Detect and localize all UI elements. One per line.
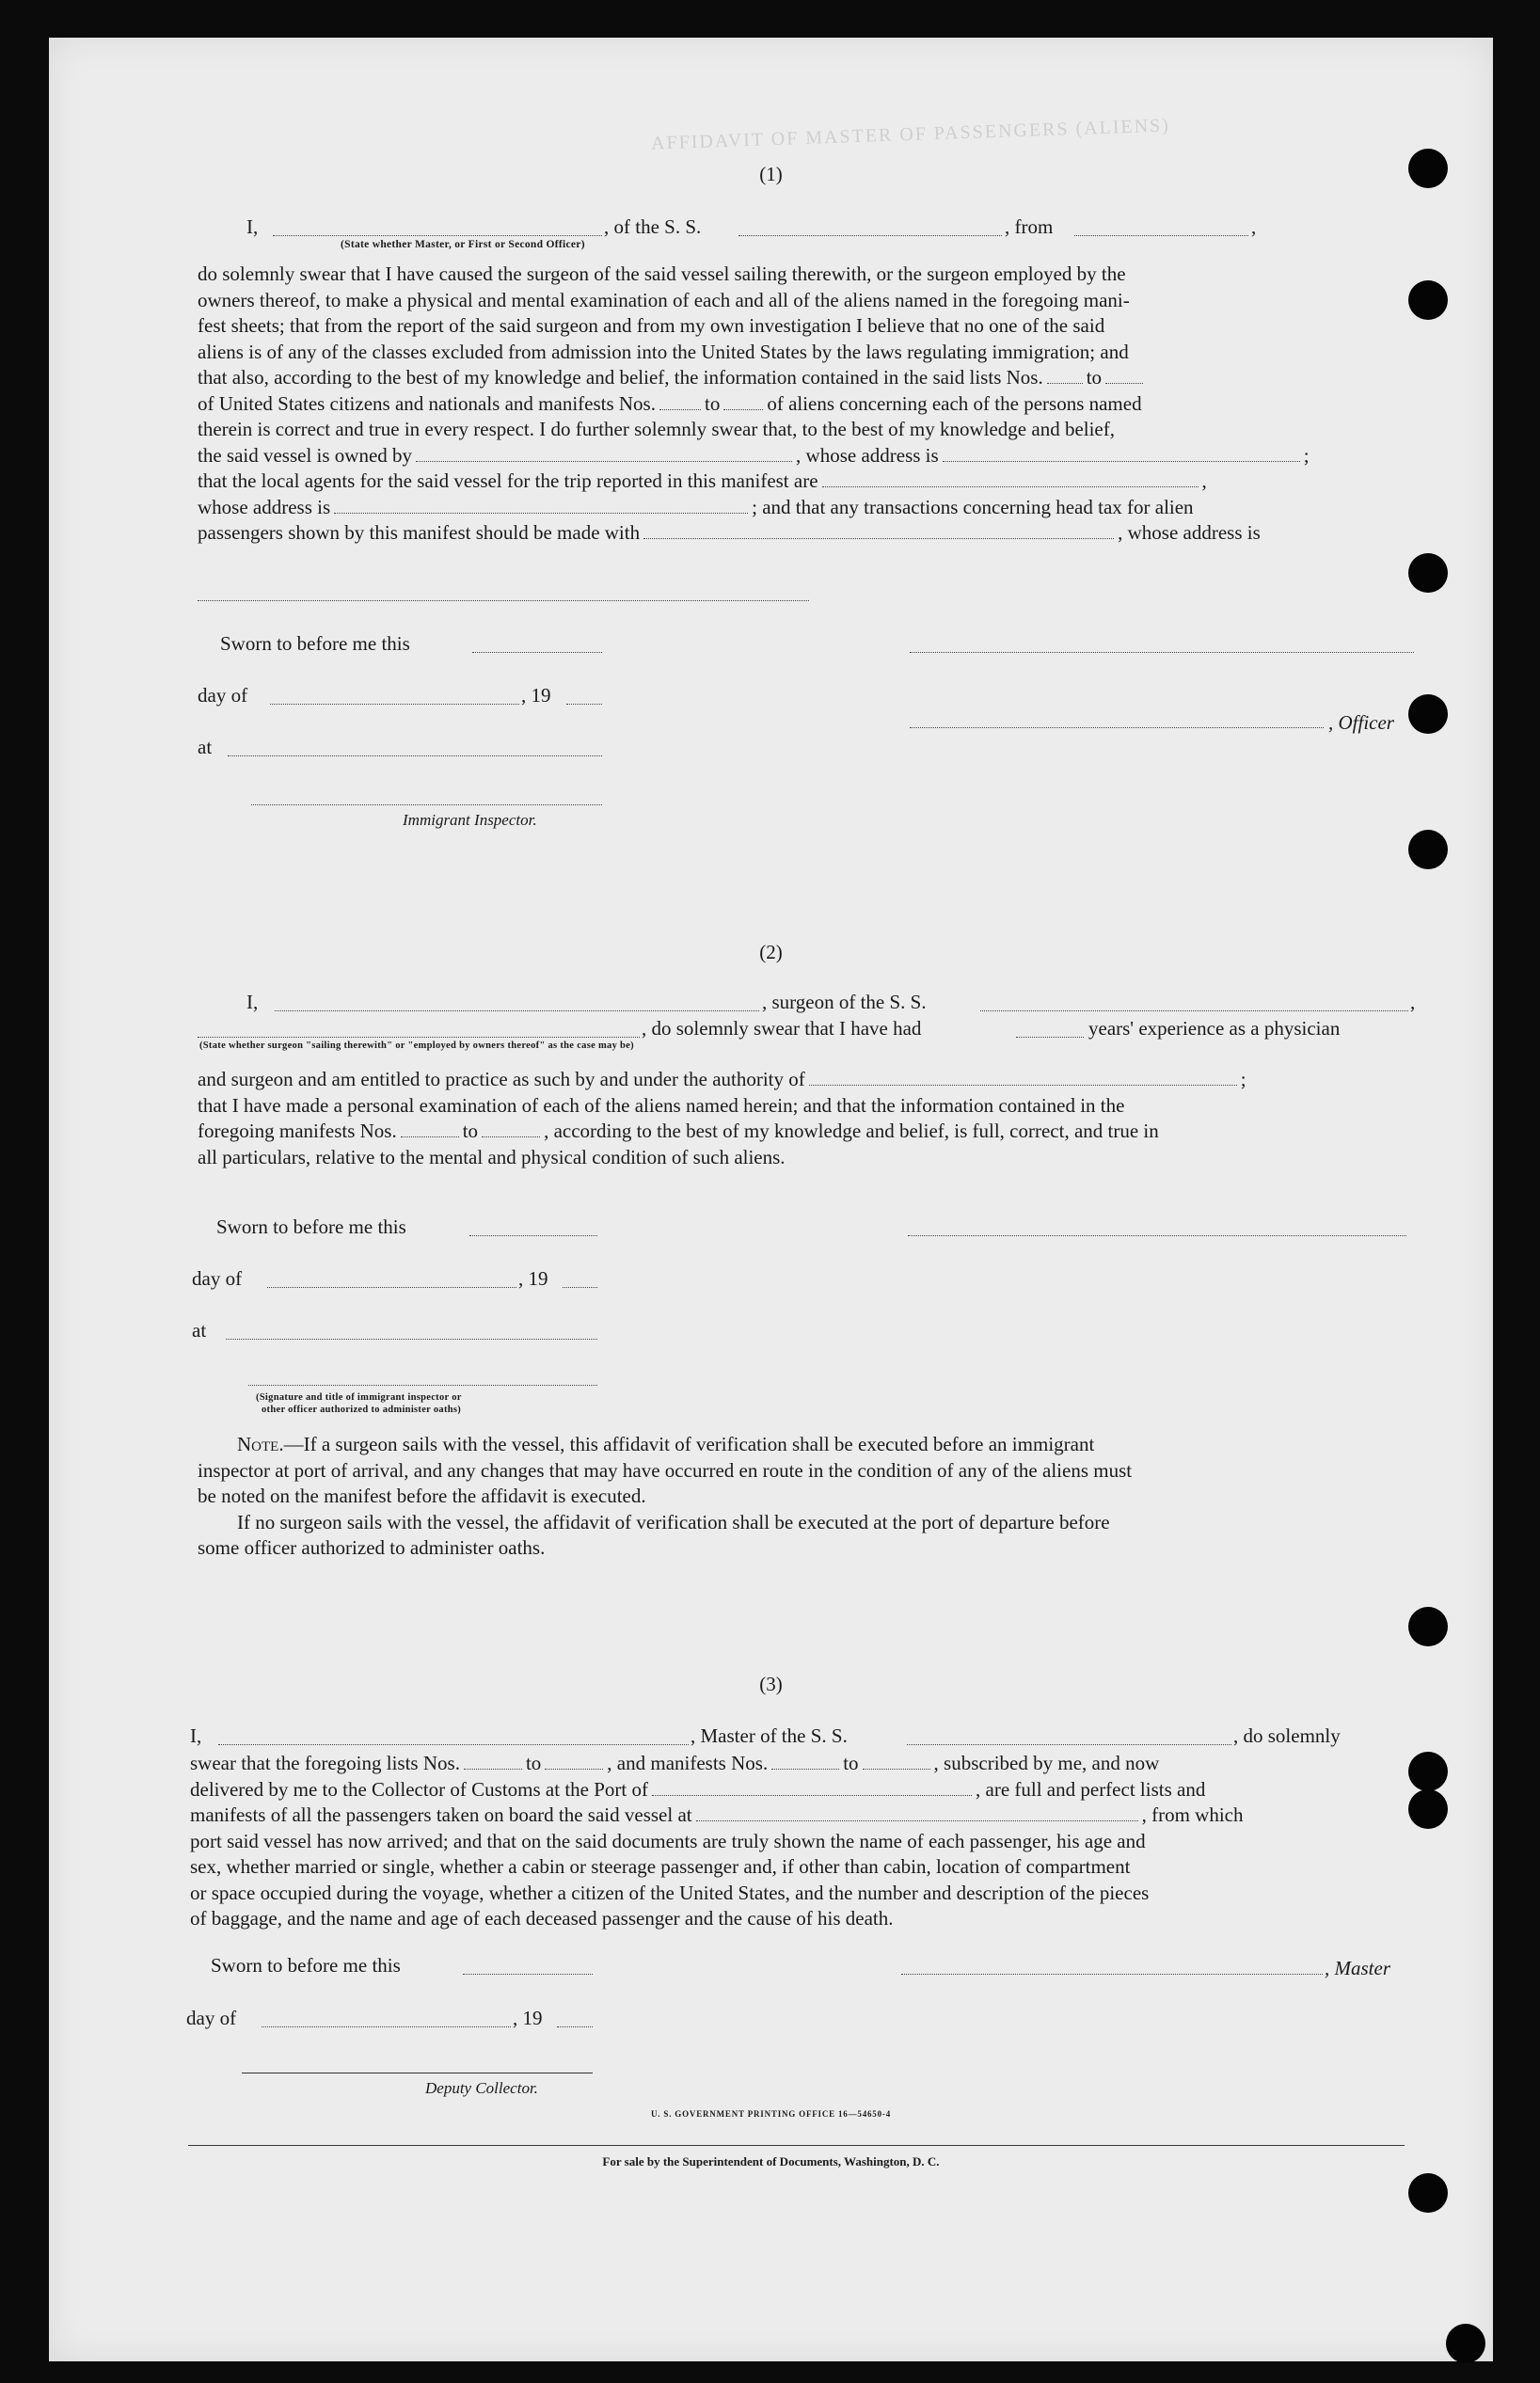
of-ss-label: , of the S. S. — [604, 215, 702, 238]
body-line: port said vessel has now arrived; and that on the said documents are truly shown the name of each passenger, his age and — [190, 1829, 1146, 1852]
year-label: , 19 — [518, 1267, 548, 1290]
body-line: and surgeon and am entitled to practice as such by and under the authority of ; — [198, 1068, 1246, 1090]
i-label: I, — [190, 1724, 202, 1747]
body-line: fest sheets; that from the report of the said surgeon and from my own investigation I believe that no one of the said — [198, 314, 1105, 337]
body-line: all particulars, relative to the mental and physical condition of such aliens. — [198, 1145, 786, 1168]
master-signature-blank[interactable] — [901, 1974, 1323, 1975]
punch-hole — [1446, 2324, 1485, 2363]
signature-note-1: (Signature and title of immigrant inspector or — [256, 1392, 462, 1403]
day-of-label: day of — [186, 2007, 237, 2029]
punch-hole — [1408, 2173, 1448, 2213]
manifest-no-from-blank[interactable] — [659, 408, 701, 410]
years-blank[interactable] — [1016, 1037, 1084, 1038]
body-line: therein is correct and true in every respect. I do further solemnly swear that, to the best of my knowledge and belief, — [198, 418, 1115, 440]
faint-header: AFFIDAVIT OF MASTER OF PASSENGERS (ALIENS) — [650, 115, 1171, 154]
agents-address-blank[interactable] — [334, 512, 748, 514]
body-line: or space occupied during the voyage, whether a citizen of the United States, and the number and description of the pieces — [190, 1881, 1150, 1904]
surgeon-status-blank[interactable] — [198, 1037, 640, 1038]
sworn-day-blank[interactable] — [463, 1974, 593, 1975]
surgeon-status-note: (State whether surgeon "sailing therewith" or "employed by owners thereof" as the case may be) — [199, 1041, 634, 1051]
inspector-signature-blank[interactable] — [251, 804, 602, 805]
head-tax-agent-blank[interactable] — [643, 537, 1114, 539]
body-line: of baggage, and the name and age of each deceased passenger and the cause of his death. — [190, 1907, 894, 1930]
punch-hole — [1408, 830, 1448, 869]
swear-label: , do solemnly swear that I have had — [642, 1017, 922, 1040]
punch-hole — [1408, 1789, 1448, 1829]
sworn-label: Sworn to before me this — [211, 1954, 401, 1977]
i-label: I, — [246, 991, 259, 1013]
sale-notice: For sale by the Superintendent of Documents, Washington, D. C. — [602, 2154, 940, 2169]
year-blank[interactable] — [563, 1287, 597, 1288]
gpo-imprint: U. S. GOVERNMENT PRINTING OFFICE 16—54650-4 — [651, 2109, 891, 2119]
note-line-5: some officer authorized to administer oaths. — [198, 1536, 546, 1559]
body-line: manifests of all the passengers taken on board the said vessel at , from which — [190, 1803, 1244, 1826]
note-block — [198, 1432, 1417, 1562]
section-3-body — [190, 1751, 1413, 1932]
body-line: do solemnly swear that I have caused the surgeon of the said vessel sailing therewith, or the surgeon employed by the — [198, 262, 1126, 285]
body-line: aliens is of any of the classes excluded from admission into the United States by the laws regulating immigration; and — [198, 340, 1129, 363]
years-label: years' experience as a physician — [1088, 1017, 1341, 1040]
body-line: that the local agents for the said vessel for the trip reported in this manifest are , — [198, 469, 1207, 492]
officer-label: , Officer — [1328, 711, 1394, 734]
i-label: I, — [246, 215, 259, 238]
manifest-no-from-blank[interactable] — [771, 1768, 839, 1770]
day-of-label: day of — [198, 684, 248, 707]
section-2-number: (2) — [759, 941, 783, 963]
officer-name-blank[interactable] — [273, 235, 602, 236]
body-line: that also, according to the best of my knowledge and belief, the information contained in the said lists Nos. to — [198, 365, 1417, 391]
note-line-1: Note.—If a surgeon sails with the vessel, this affidavit of verification shall be executed before an immigrant — [237, 1433, 1095, 1455]
embark-port-blank[interactable] — [696, 1819, 1138, 1821]
body-line: owners thereof, to make a physical and mental examination of each and all of the aliens named in the foregoing mani- — [198, 288, 1130, 311]
surgeon-signature-blank[interactable] — [908, 1235, 1406, 1236]
authority-blank[interactable] — [809, 1084, 1237, 1086]
section-3-number: (3) — [759, 1673, 783, 1695]
body-line: of United States citizens and nationals and manifests Nos. to of aliens concerning each of the persons named — [198, 391, 1142, 415]
manifest-no-to-blank[interactable] — [863, 1768, 930, 1770]
form-page — [49, 38, 1493, 2361]
manifest-no-to-blank[interactable] — [723, 408, 763, 410]
from-label: , from — [1005, 215, 1054, 238]
sworn-label: Sworn to before me this — [216, 1215, 406, 1238]
officer-title-blank[interactable] — [910, 727, 1324, 728]
month-blank[interactable] — [267, 1287, 516, 1288]
section-1-opening — [198, 214, 1417, 250]
section-1-body — [198, 262, 1417, 547]
body-line: swear that the foregoing lists Nos. to , and manifests Nos. to , subscribed by me, and now — [190, 1752, 1160, 1774]
surgeon-of-label: , surgeon of the S. S. — [762, 991, 927, 1013]
year-blank[interactable] — [557, 2026, 593, 2027]
list-no-to-blank[interactable] — [1105, 382, 1143, 384]
body-line: sex, whether married or single, whether a cabin or steerage passenger and, if other than cabin, location of compartment — [190, 1855, 1131, 1878]
head-tax-address-blank[interactable] — [198, 600, 809, 601]
signature-note-2: other officer authorized to administer oaths) — [262, 1405, 462, 1415]
manifest-no-to-blank[interactable] — [482, 1136, 540, 1137]
at-place-blank[interactable] — [226, 1339, 597, 1340]
day-of-label: day of — [192, 1267, 243, 1290]
immigrant-inspector-label: Immigrant Inspector. — [403, 811, 537, 829]
punch-hole — [1408, 694, 1448, 734]
punch-hole — [1408, 1607, 1448, 1646]
month-blank[interactable] — [270, 704, 519, 705]
sworn-label: Sworn to before me this — [220, 632, 410, 655]
year-label: , 19 — [513, 2007, 543, 2029]
owner-blank[interactable] — [416, 460, 792, 462]
owner-address-blank[interactable] — [943, 460, 1300, 462]
at-label: at — [192, 1319, 207, 1342]
year-blank[interactable] — [566, 704, 602, 705]
state-whether-note: (State whether Master, or First or Second Officer) — [341, 239, 585, 250]
officer-signature-blank[interactable] — [248, 1385, 597, 1386]
note-line-4: If no surgeon sails with the vessel, the affidavit of verification shall be executed at the port of departure before — [237, 1510, 1110, 1533]
master-name-blank[interactable] — [218, 1744, 689, 1745]
list-no-from-blank[interactable] — [1047, 382, 1083, 384]
note-line-3: be noted on the manifest before the affidavit is executed. — [198, 1485, 646, 1507]
body-line: foregoing manifests Nos. to , according to the best of my knowledge and belief, is full, correct, and true in — [198, 1120, 1159, 1142]
sworn-day-blank[interactable] — [472, 652, 602, 653]
ship-name-blank[interactable] — [738, 235, 1002, 236]
section-1-number: (1) — [759, 163, 783, 185]
comma: , — [1410, 991, 1416, 1013]
body-line: the said vessel is owned by , whose address is ; — [198, 443, 1310, 467]
punch-hole — [1408, 553, 1448, 593]
comma: , — [1251, 215, 1257, 238]
punch-hole — [1408, 1752, 1448, 1791]
ship-name-blank[interactable] — [907, 1744, 1231, 1745]
manifest-no-from-blank[interactable] — [401, 1136, 459, 1137]
port-blank[interactable] — [652, 1794, 972, 1796]
officer-signature-blank[interactable] — [910, 652, 1414, 653]
body-line: whose address is ; and that any transactions concerning head tax for alien — [198, 495, 1194, 518]
note-line-2: inspector at port of arrival, and any changes that may have occurred en route in the condition of any of the aliens must — [198, 1458, 1133, 1482]
body-line: passengers shown by this manifest should be made with , whose address is — [198, 521, 1261, 544]
ship-name-blank[interactable] — [980, 1010, 1408, 1011]
solemnly-label: , do solemnly — [1233, 1724, 1341, 1747]
agents-blank[interactable] — [822, 485, 1199, 487]
body-line: that I have made a personal examination of each of the aliens named herein; and that the information contained in the — [198, 1093, 1125, 1117]
from-port-blank[interactable] — [1074, 235, 1248, 236]
master-label: , Master — [1325, 1957, 1390, 1979]
list-no-from-blank[interactable] — [464, 1768, 522, 1770]
year-label: , 19 — [521, 684, 551, 707]
sworn-day-blank[interactable] — [469, 1235, 597, 1236]
list-no-to-blank[interactable] — [545, 1768, 603, 1770]
footer-rule — [188, 2145, 1405, 2146]
month-blank[interactable] — [262, 2026, 511, 2027]
at-label: at — [198, 736, 213, 758]
deputy-collector-label: Deputy Collector. — [425, 2079, 538, 2097]
body-line: delivered by me to the Collector of Customs at the Port of , are full and perfect lists and — [190, 1777, 1206, 1801]
master-of-label: , Master of the S. S. — [691, 1724, 848, 1747]
section-2-body — [198, 1067, 1417, 1170]
surgeon-name-blank[interactable] — [275, 1010, 759, 1011]
at-place-blank[interactable] — [228, 755, 602, 756]
